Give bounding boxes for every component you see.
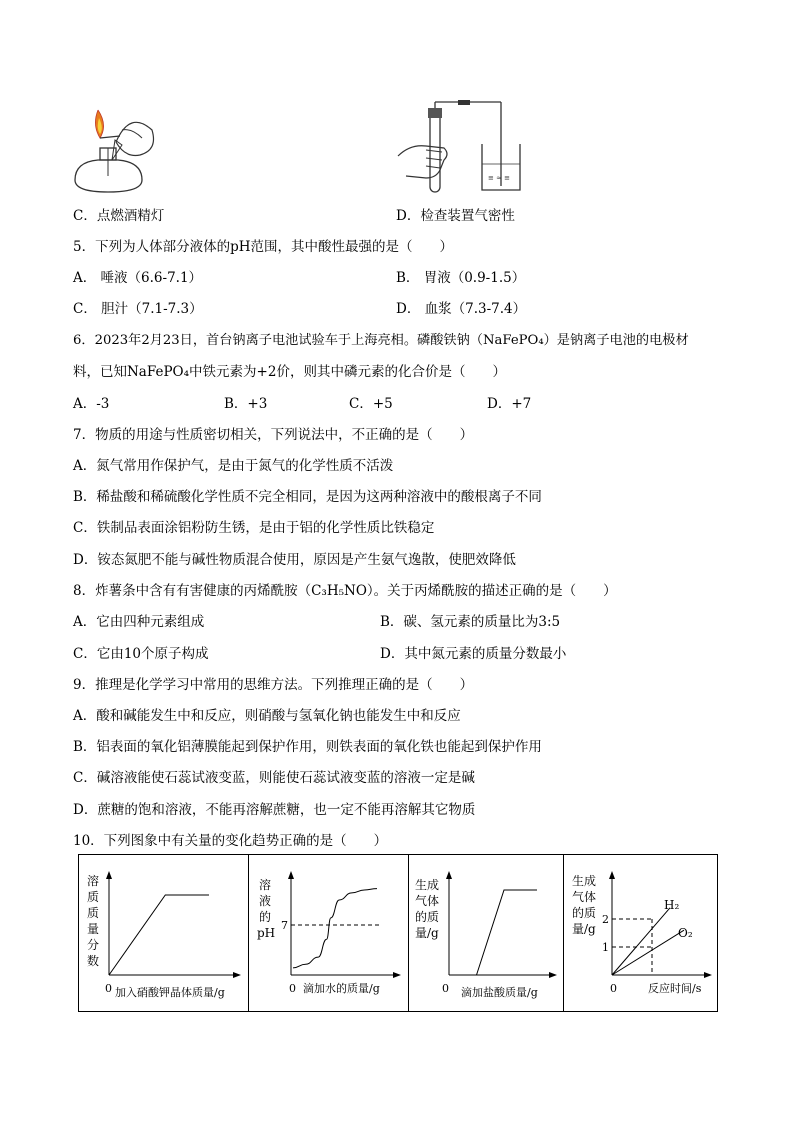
chart-d-ytick-2: 2 (602, 913, 609, 926)
q6-option-c: C．+5 (349, 396, 393, 412)
chart-b-origin: 0 (289, 982, 296, 995)
q6-option-d: D．+7 (487, 396, 532, 412)
chart-c-ylabel-3: 的质 (415, 910, 440, 924)
chart-a-ylabel-4: 量 (87, 922, 100, 936)
q5-stem: 5．下列为人体部分液体的pH范围，其中酸性最强的是（ ） (73, 239, 454, 255)
q7-option-b: B．稀盐酸和稀硫酸化学性质不完全相同，是因为这两种溶液中的酸根离子不同 (73, 489, 542, 505)
chart-d-ylabel-4: 量/g (572, 922, 596, 936)
q8-stem: 8．炸薯条中含有有害健康的丙烯酰胺（C₃H₅NO）。关于丙烯酰胺的描述正确的是（ ） (73, 583, 617, 599)
chart-d-ytick-1: 1 (602, 941, 609, 954)
chart-d-ylabel-3: 的质 (572, 906, 597, 920)
q9-option-d: D．蔗糖的饱和溶液，不能再溶解蔗糖，也一定不能再溶解其它物质 (73, 802, 476, 818)
chart-c-ylabel-2: 气体 (415, 894, 440, 908)
alcohol-lamp-illustration (70, 100, 160, 195)
chart-a-ylabel-5: 分 (87, 938, 100, 952)
chart-b-ylabel-4: pH (257, 926, 276, 940)
q7-stem: 7．物质的用途与性质密切相关，下列说法中，不正确的是（ ） (73, 427, 474, 443)
chart-d-origin: 0 (610, 982, 617, 995)
chart-a-xlabel: 加入硝酸钾晶体质量/g (115, 986, 225, 999)
q8-option-d: D．其中氮元素的质量分数最小 (380, 646, 567, 662)
chart-b-y-arrow (288, 871, 294, 879)
chart-a-ylabel-3: 质 (87, 906, 100, 920)
chart-a-cell (79, 855, 249, 1011)
q9-option-a: A．酸和碱能发生中和反应，则硝酸与氢氧化钠也能发生中和反应 (73, 708, 461, 724)
chart-b (249, 855, 409, 1011)
q10-chart-table (78, 854, 718, 1012)
q6-stem-line1: 6．2023年2月23日，首台钠离子电池试验车于上海亮相。磷酸铁钠（NaFePO₄）是钠离子电池的电极材 (73, 333, 689, 348)
chart-b-xlabel: 滴加水的质量/g (303, 982, 380, 995)
q4-option-c: C．点燃酒精灯 (73, 208, 165, 224)
q6-option-a: A．-3 (73, 396, 110, 412)
chart-c-origin: 0 (442, 982, 449, 995)
q9-option-b: B．铝表面的氧化铝薄膜能起到保护作用，则铁表面的氧化铁也能起到保护作用 (73, 739, 542, 755)
q6-stem-line2: 料，已知NaFePO₄中铁元素为+2价，则其中磷元素的化合价是（ ） (73, 364, 506, 380)
q5-option-c: C． 胆汁（7.1-7.3） (73, 301, 203, 317)
airtightness-check-illustration (396, 98, 536, 198)
chart-b-ylabel-2: 液 (259, 894, 272, 908)
chart-c-ylabel-1: 生成 (415, 878, 440, 892)
q5-option-a: A． 唾液（6.6-7.1） (73, 270, 203, 286)
q7-option-c: C．铁制品表面涂铝粉防生锈，是由于铝的化学性质比铁稳定 (73, 520, 435, 536)
chart-b-ytick-7: 7 (281, 919, 288, 932)
chart-b-curve (293, 889, 377, 968)
chart-d-x-arrow (704, 972, 712, 978)
chart-d-ylabel-1: 生成 (572, 874, 597, 888)
q8-option-a: A．它由四种元素组成 (73, 614, 205, 630)
chart-d-y-arrow (609, 871, 615, 879)
chart-c-line (449, 890, 537, 975)
chart-c-xlabel: 滴加盐酸质量/g (461, 986, 538, 999)
chart-d-ylabel-2: 气体 (572, 890, 597, 904)
chart-c-ylabel-4: 量/g (415, 926, 439, 940)
chart-a-ylabel-2: 质 (87, 890, 100, 904)
q10-stem: 10．下列图象中有关量的变化趋势正确的是（ ） (73, 833, 388, 849)
chart-d-h2-label: H₂ (664, 898, 680, 912)
q5-option-b: B． 胃液（0.9-1.5） (396, 270, 526, 286)
chart-c-cell (409, 855, 564, 1011)
chart-d-xlabel: 反应时间/s (648, 982, 702, 995)
chart-d-o2-label: O₂ (678, 926, 693, 940)
chart-a-line (109, 895, 209, 975)
chart-a-ylabel-1: 溶 (87, 874, 100, 888)
chart-b-cell (249, 855, 409, 1011)
chart-d-o2-line (612, 930, 684, 975)
chart-a-y-arrow (106, 871, 112, 879)
chart-c-y-arrow (446, 871, 452, 879)
chart-a-ylabel-6: 数 (87, 954, 100, 968)
q7-option-a: A．氮气常用作保护气，是由于氮气的化学性质不活泼 (73, 458, 394, 474)
chart-d-cell (564, 855, 717, 1011)
chart-b-ylabel-1: 溶 (259, 878, 272, 892)
chart-c-x-arrow (549, 972, 557, 978)
q9-stem: 9．推理是化学学习中常用的思维方法。下列推理正确的是（ ） (73, 677, 474, 693)
chart-a-x-arrow (233, 972, 241, 978)
svg-text:≡ ≈ ≡: ≡ ≈ ≡ (488, 174, 511, 182)
q6-option-b: B．+3 (224, 396, 268, 412)
chart-b-x-arrow (393, 972, 401, 978)
q8-option-b: B．碳、氢元素的质量比为3:5 (380, 614, 561, 630)
chart-c (409, 855, 564, 1011)
chart-b-ylabel-3: 的 (259, 910, 272, 924)
q9-option-c: C．碱溶液能使石蕊试液变蓝，则能使石蕊试液变蓝的溶液一定是碱 (73, 770, 475, 786)
chart-d-h2-line (612, 908, 670, 975)
q4-option-d: D．检查装置气密性 (396, 208, 515, 224)
q8-option-c: C．它由10个原子构成 (73, 646, 209, 662)
chart-a-origin: 0 (105, 982, 112, 995)
chart-a (79, 855, 249, 1011)
chart-d (564, 855, 717, 1011)
q5-option-d: D． 血浆（7.3-7.4） (396, 301, 527, 317)
q7-option-d: D．铵态氮肥不能与碱性物质混合使用，原因是产生氨气逸散，使肥效降低 (73, 552, 516, 568)
